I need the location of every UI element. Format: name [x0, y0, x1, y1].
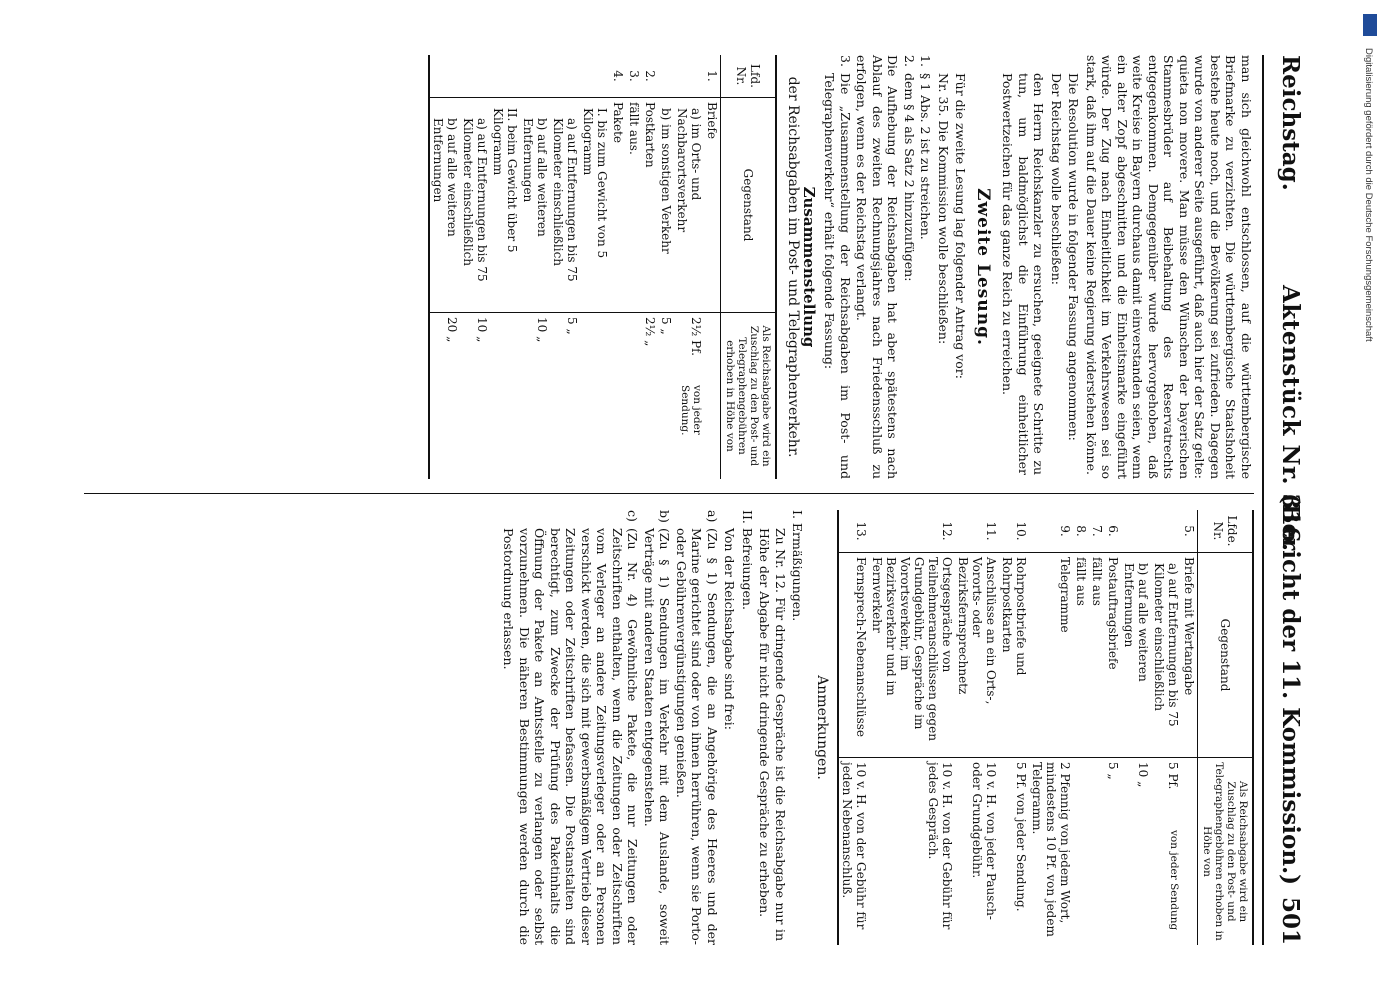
table-row: a) auf Entfernungen bis 75 Kilometer einschließlich 5 Pf. von jeder Sendung [1151, 510, 1181, 945]
column-header-rate: Als Reichsabgabe wird ein Zuschlag zu den Post- und Telegraphengebühren erhoben in Höhe von [1198, 758, 1254, 946]
table-row: b) auf alle weiteren Entfernungen 20 „ [429, 55, 460, 479]
table-row: 6. Postauftragsbriefe 5 „ [1105, 510, 1121, 945]
table-row: a) auf Entfernungen bis 75 Kilometer einschließlich 10 „ [460, 55, 490, 479]
befreiungen-heading: II. Befreiungen. [740, 510, 755, 610]
column-header-rate: Als Reichsabgabe wird ein Zuschlag zu den Post- und Telegraphengebühren erhoben in Höhe von [721, 313, 777, 480]
table-row: I. bis zum Gewicht von 5 Kilogramm [580, 55, 610, 479]
digitization-credit [1360, 8, 1382, 992]
abgaben-table-left [428, 55, 777, 479]
list-item: a) (Zu § 1) Sendungen, die an Angehörige des Heeres und der Marine gerichtet sind oder von ihnen herrühren, wenn sie Porto- oder Gebührenvergünstigungen genießen. [674, 510, 720, 945]
left-column [420, 55, 1254, 479]
section-subtitle: der Reichsabgaben im Post- und Telegraphenverkehr. [785, 76, 802, 458]
table-row: a) auf Entfernungen bis 75 Kilometer einschließlich 5 „ [550, 55, 580, 479]
document-page [72, 55, 1312, 945]
header-bericht: (Bericht der 11. Kommission.) [1277, 493, 1304, 885]
list-item: 3. Die „Zusammenstellung der Reichsabgaben im Post- und Telegraphenverkehr“ erhält folgende Fassung: [822, 55, 853, 479]
anmerkungen-title: Anmerkungen. [814, 675, 830, 780]
dfg-logo [1363, 14, 1377, 36]
table-row: 5. Briefe mit Wertangabe [1181, 510, 1198, 945]
list-item: Die Aufhebung der Reichsabgaben hat aber spätestens nach Ablauf des zweiten Rechnungsjahres nach Friedensschluß zu erfolgen, wenn es der Reichstag verlangt. [854, 55, 901, 479]
unit-note: von jeder Sendung [1168, 830, 1180, 931]
header-reichstag: Reichstag. [1277, 55, 1304, 191]
list-item: b) (Zu § 1) Sendungen im Verkehr mit dem Auslande, soweit Verträge mit anderen Staaten entgegenstehen. [642, 510, 673, 945]
column-header-nr: Lfd. Nr. [721, 55, 777, 98]
table-row: b) auf alle weiteren Entfernungen 10 „ [1121, 510, 1151, 945]
ermaessigungen-text: Zu Nr. 12. Für dringende Gespräche ist die Reichsabgabe nur in Höhe der Abgabe für nicht dringende Gespräche zu erheben. [757, 528, 788, 941]
list-item: 1. § 1 Abs. 2 ist zu streichen. [918, 55, 934, 240]
paragraph: Für die zweite Lesung lag folgender Antrag vor: [953, 73, 969, 379]
table-row: 13. Fernsprech-Nebenanschlüsse 10 v. H. von der Gebühr für jeden Nebenanschluß. [838, 510, 869, 945]
table-row: 8. fällt aus [1073, 510, 1089, 945]
table-row: a) im Orts- und Nachbarortsverkehr 2½ Pf. von jeder Sendung. [674, 55, 704, 479]
abgaben-table-right [837, 510, 1254, 945]
table-row: 11. Anschlüsse an ein Orts-, Vororts- oder Bezirksfernsprechnetz 10 v. H. von jeder Pausch- oder Grundgebühr. [955, 510, 999, 945]
paragraph: Die Resolution wurde in folgender Fassung angenommen: [1066, 73, 1082, 441]
table-row: 7. fällt aus [1089, 510, 1105, 945]
page-number: 501 [1277, 896, 1304, 945]
header-aktenstueck: Aktenstück Nr. 316. [1277, 285, 1304, 552]
list-item: 2. dem § 4 als Satz 2 hinzuzufügen: [902, 55, 917, 282]
table-row: 9. Telegramme 2 Pfennig von jedem Wort, mindestens 10 Pf. von jedem Telegramm. [1029, 510, 1073, 945]
table-row: 2. Postkarten 2½ „ [642, 55, 658, 479]
section-title-zusammenstellung: Zusammenstellung [800, 186, 818, 348]
paragraph: man sich gleichwohl entschlossen, auf die württembergische Briefmarke zu verzichten. Die württembergische Staatshoheit bestehe heute noch, und die Bevölkerung sei zufrieden. Dagegen wurde von anderer Seite ausgeführt, daß auch hier der Satz gelte: quieta non movere. Man müsse den Wünschen der bayerischen Stammesbrüder auf Beibehaltung des Reservatrechts entgegenkommen. Demgegenüber wurde hervorgehoben, daß weite Kreise in Bayern durchaus damit einverstanden seien, wenn ein alter Zopf abgeschnitten und die Einheitsmarke eingeführt würde. Der Zug nach Einheitlichkeit im Verkehrswesen sei so stark, daß ihm auf die Dauer keine Regierung widerstehen könne. [1084, 55, 1254, 479]
table-row: b) im sonstigen Verkehr 5 „ [658, 55, 674, 479]
paragraph: Der Reichstag wolle beschließen: [1049, 73, 1064, 285]
befreiungen-intro: Von der Reichsabgabe sind frei: [722, 528, 738, 730]
header-rule [1262, 55, 1264, 945]
table-row: b) auf alle weiteren Entfernungen 10 „ [520, 55, 550, 479]
column-header-gegenstand: Gegenstand [721, 98, 777, 313]
unit-note: von jeder Sendung. [679, 385, 703, 436]
table-row: 4. Pakete [610, 55, 626, 479]
table-row: II. beim Gewicht über 5 Kilogramm [490, 55, 520, 479]
column-divider [84, 493, 1254, 494]
list-item: c) (Zu Nr. 4) Gewöhnliche Pakete, die nur Zeitungen oder Zeitschriften enthalten, wenn die Zeitungen oder Zeitschriften vom Verleger an andere Zeitungsverleger oder an Personen verschickt werden, die sich mit gewerbsmäßigem Vertrieb dieser Zeitungen oder Zeitschriften befassen. Die Postanstalten sind berechtigt, zum Zwecke der Prüfung des Paketinhalts die Öffnung der Pakete an Amtsstelle zu verlangen oder selbst vorzunehmen. Die näheren Bestimmungen werden durch die Postordnung erlassen. [501, 510, 641, 945]
resolution-text: den Herrn Reichskanzler zu ersuchen, geeignete Schritte zu tun, um baldmöglichst die Einführung einheitlicher Postwertzeichen für das ganze Reich zu erreichen. [1000, 73, 1047, 475]
column-header-nr: Lfde. Nr. [1198, 510, 1254, 553]
table-row: 12. Ortsgespräche von Teilnehmeranschlüssen gegen Grundgebühr, Gespräche im Vorortsverkehr, im Bezirksverkehr und im Fernverkehr 10 v. H. von der Gebühr für jedes Gespräch. [869, 510, 955, 945]
table-row: 3. fällt aus. [626, 55, 642, 479]
ermaessigungen-heading: I. Ermäßigungen. [790, 510, 806, 622]
page-header [1266, 55, 1312, 945]
table-row: 1. Briefe [704, 55, 721, 479]
antrag-line: Nr. 35. Die Kommission wolle beschließen: [936, 73, 951, 345]
column-header-gegenstand: Gegenstand [1198, 553, 1254, 758]
table-row: 10. Rohrpostbriefe und Rohrpostkarten 5 Pf. von jeder Sendung. [999, 510, 1029, 945]
right-column [500, 510, 1254, 945]
section-title-zweite-lesung: Zweite Lesung. [973, 188, 993, 346]
credit-text: Digitalisierung gefördert durch die Deutsche Forschungsgemeinschaft [1363, 48, 1374, 342]
